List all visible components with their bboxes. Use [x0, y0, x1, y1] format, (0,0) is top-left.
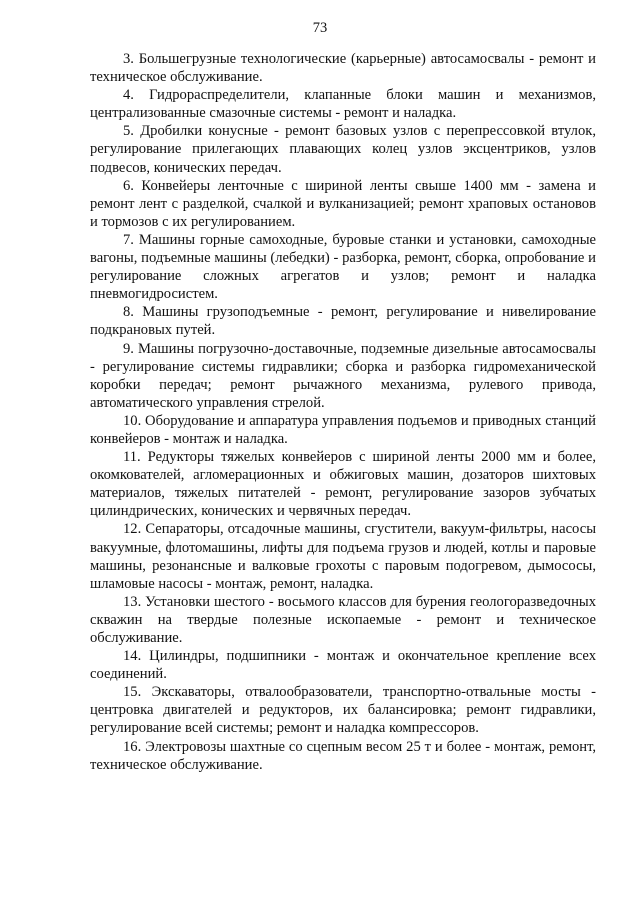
list-item: 13. Установки шестого - восьмого классов для бурения геологоразведочных скважин на твердые полезные ископаемые - ремонт и техническое обслуживание.	[90, 593, 596, 646]
list-item: 16. Электровозы шахтные со сцепным весом 25 т и более - монтаж, ремонт, техническое обслуживание.	[90, 738, 596, 773]
list-item: 8. Машины грузоподъемные - ремонт, регулирование и нивелирование подкрановых путей.	[90, 304, 596, 339]
list-item: 14. Цилиндры, подшипники - монтаж и окончательное крепление всех соединений.	[90, 648, 596, 683]
list-item: 5. Дробилки конусные - ремонт базовых узлов с перепрессовкой втулок, регулирование прилегающих плавающих колец узлов эксцентриков, узлов подвесов, конических передач.	[90, 123, 596, 176]
list-item: 15. Экскаваторы, отвалообразователи, транспортно-отвальные мосты - центровка двигателей и редукторов, их балансировка; ремонт гидравлики, регулирование всей системы; ремонт и наладка компрессоров.	[90, 684, 596, 737]
list-item: 10. Оборудование и аппаратура управления подъемов и приводных станций конвейеров - монтаж и наладка.	[90, 412, 596, 447]
page-number: 73	[312, 20, 328, 36]
list-item: 3. Большегрузные технологические (карьерные) автосамосвалы - ремонт и техническое обслуживание.	[90, 51, 596, 86]
list-item: 11. Редукторы тяжелых конвейеров с шириной ленты 2000 мм и более, окомкователей, агломерационных и обжиговых машин, дозаторов шихтовых материалов, тяжелых питателей - ремонт, регулирование зазоров зубчатых цилиндрических, конических и червячных передач.	[90, 449, 596, 520]
list-item: 9. Машины погрузочно-доставочные, подземные дизельные автосамосвалы - регулирование системы гидравлики; сборка и разборка гидромеханической коробки передач; ремонт рычажного механизма, рулевого привода, автоматического управления стрелой.	[90, 340, 596, 411]
list-item: 6. Конвейеры ленточные с шириной ленты свыше 1400 мм - замена и ремонт лент с разделкой, счалкой и вулканизацией; ремонт храповых остановов и тормозов с их регулированием.	[90, 177, 596, 230]
list-item: 12. Сепараторы, отсадочные машины, сгустители, вакуум-фильтры, насосы вакуумные, флотомашины, лифты для подъема грузов и людей, котлы и паровые машины, резонансные и валковые грохоты с паровым подогревом, дымососы, шламовые насосы - монтаж, ремонт, наладка.	[90, 521, 596, 592]
document-body	[90, 50, 596, 774]
list-item: 7. Машины горные самоходные, буровые станки и установки, самоходные вагоны, подъемные машины (лебедки) - разборка, ремонт, сборка, опробование и регулирование сложных агрегатов и узлов; ремонт и наладка пневмогидросистем.	[90, 231, 596, 303]
list-item: 4. Гидрораспределители, клапанные блоки машин и механизмов, централизованные смазочные системы - ремонт и наладка.	[90, 87, 596, 122]
